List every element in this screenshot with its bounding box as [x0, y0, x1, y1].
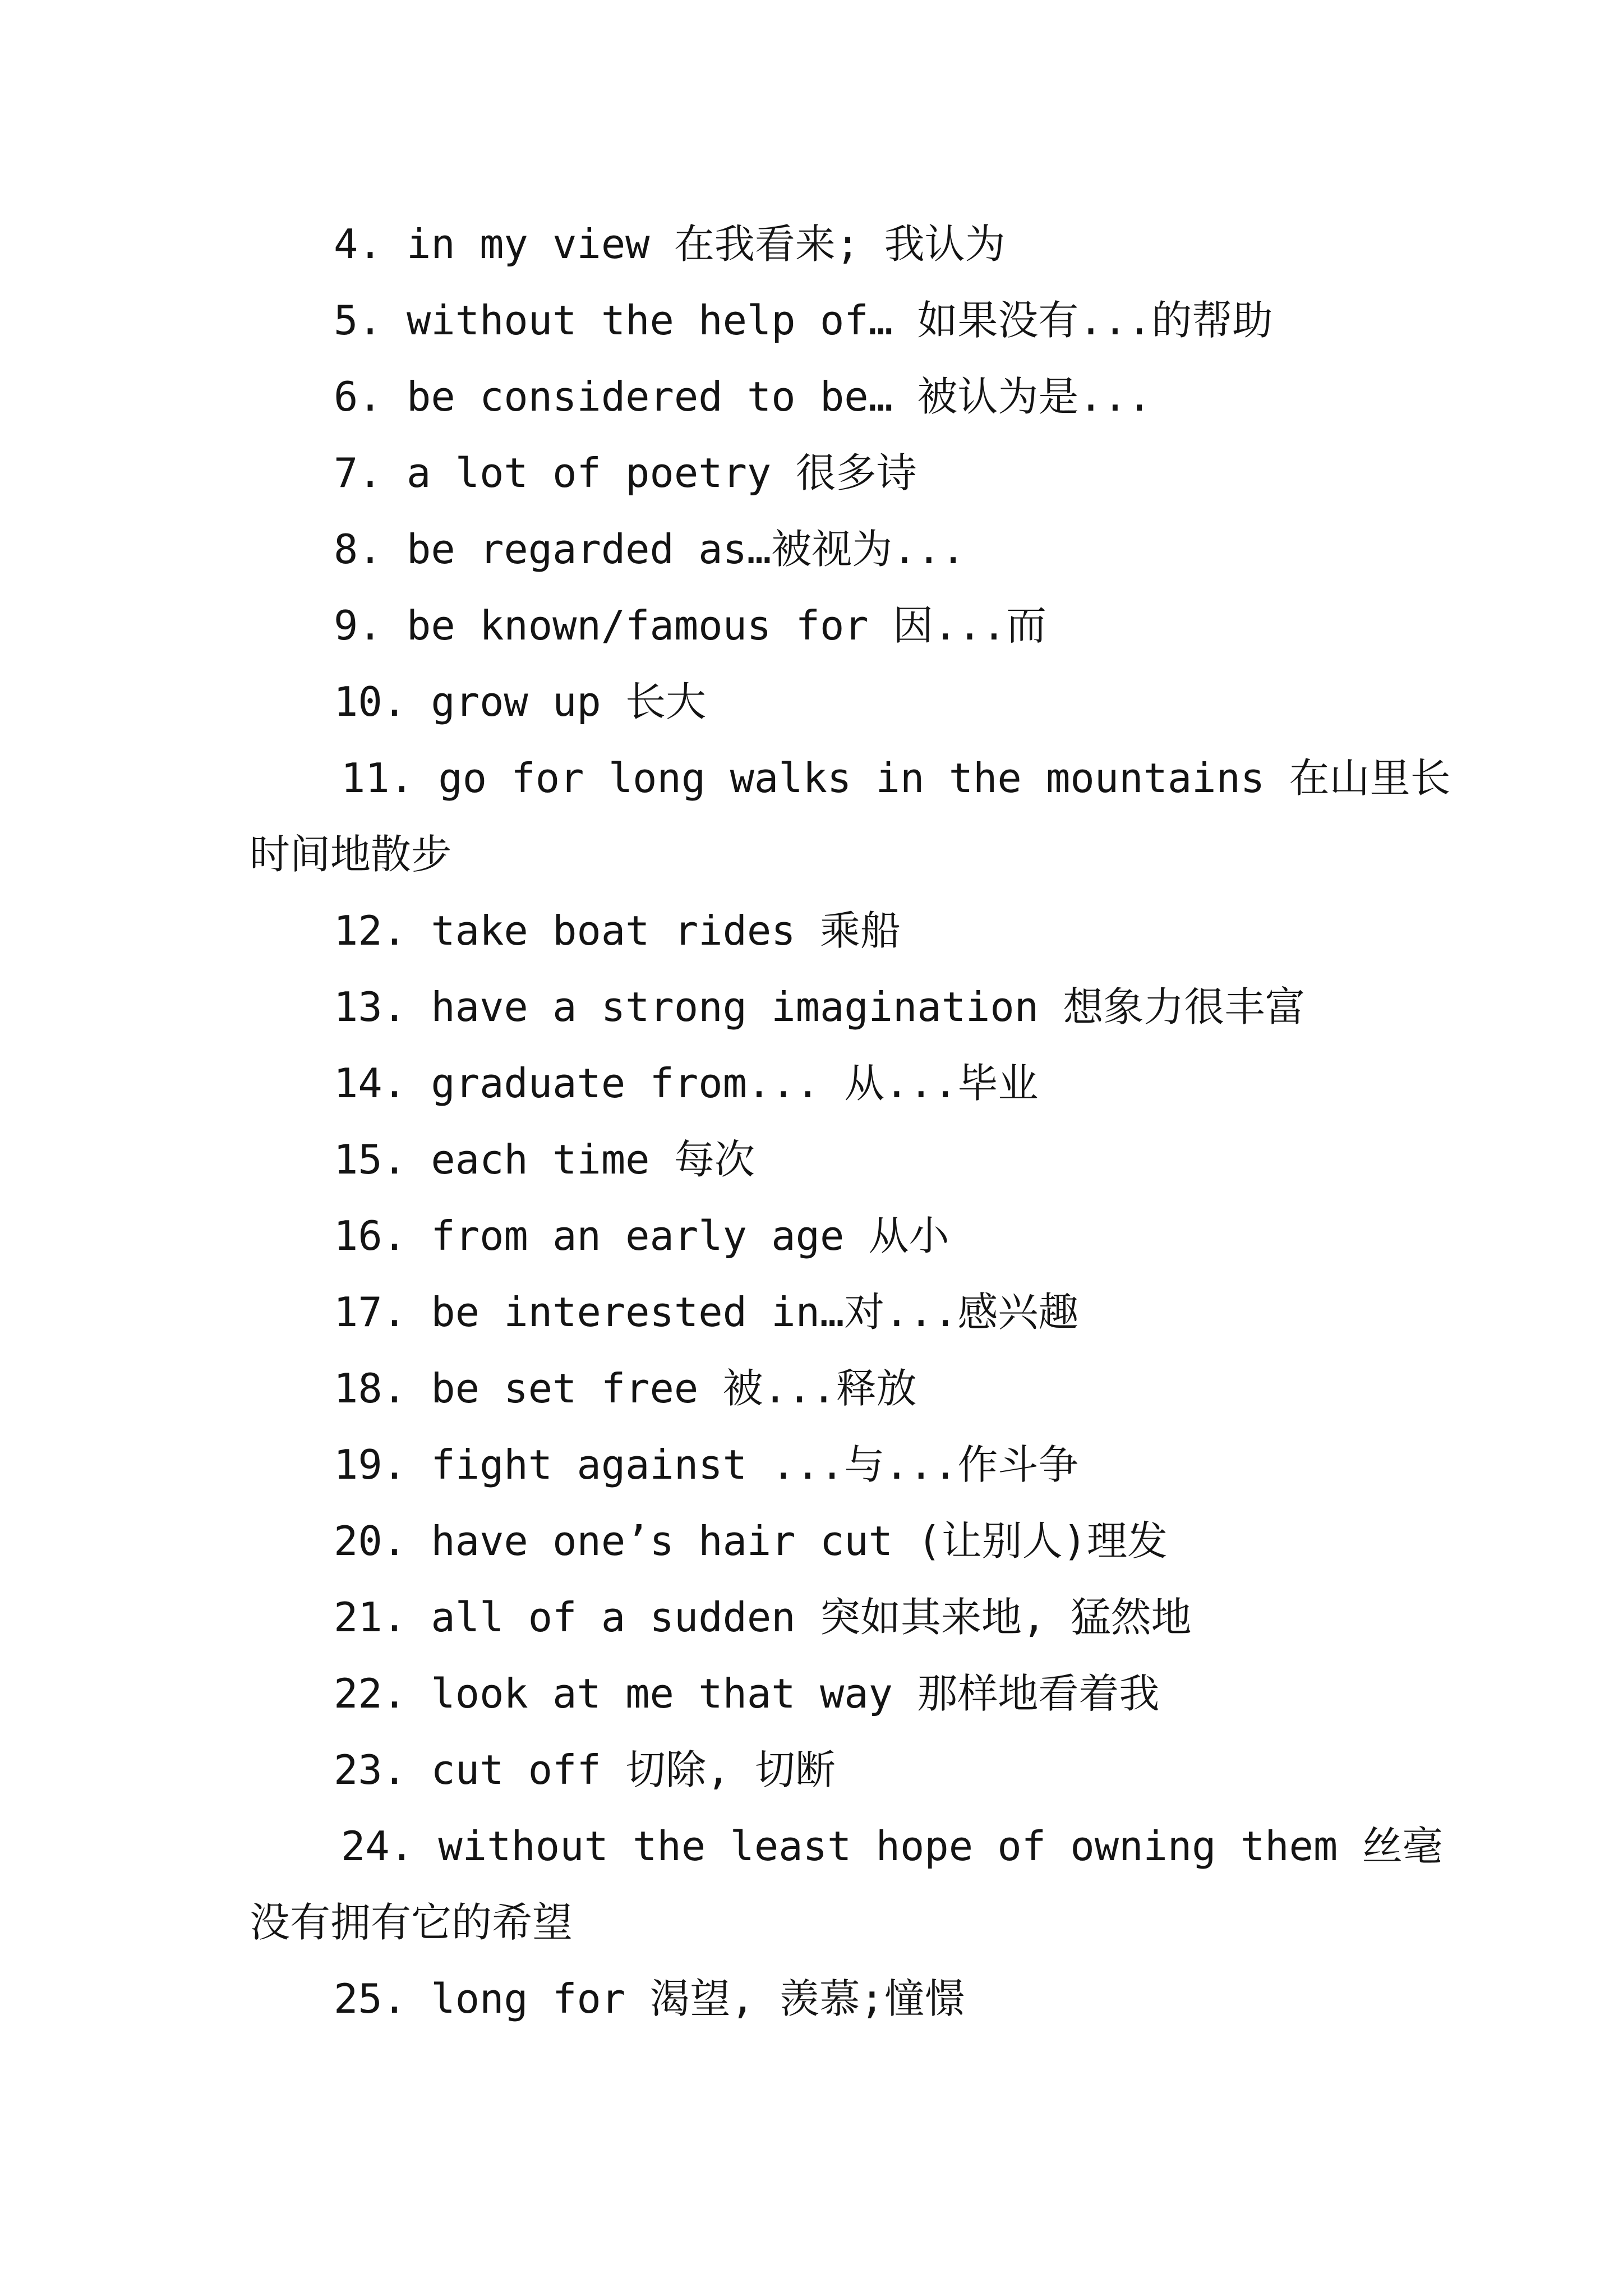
phrase-text: 25. long for 渴望, 羡慕;憧憬 — [334, 1975, 965, 2022]
phrase-line — [0, 208, 1623, 280]
phrase-line — [0, 1276, 1623, 1349]
phrase-line-continuation — [0, 818, 1623, 891]
phrase-text: 16. from an early age 从小 — [334, 1212, 949, 1259]
phrase-line — [0, 894, 1623, 967]
phrase-line — [0, 1962, 1623, 2035]
phrase-line — [0, 1352, 1623, 1425]
phrase-text: 15. each time 每次 — [334, 1136, 755, 1183]
phrase-text: 14. graduate from... 从...毕业 — [334, 1060, 1039, 1107]
phrase-text: 19. fight against ...与...作斗争 — [334, 1441, 1079, 1488]
phrase-text: 7. a lot of poetry 很多诗 — [334, 449, 917, 496]
phrase-line — [0, 589, 1623, 662]
phrase-line — [0, 1504, 1623, 1577]
phrase-text: 11. go for long walks in the mountains 在山里长 — [341, 754, 1451, 802]
phrase-line — [0, 1581, 1623, 1654]
phrase-text: 时间地散步 — [250, 831, 452, 878]
phrase-text: 8. be regarded as…被视为... — [334, 526, 966, 573]
phrase-line — [0, 970, 1623, 1043]
phrase-text: 4. in my view 在我看来; 我认为 — [334, 220, 1006, 268]
phrase-text: 22. look at me that way 那样地看着我 — [334, 1670, 1160, 1717]
phrase-line — [0, 513, 1623, 586]
phrase-line — [0, 742, 1623, 815]
phrase-line — [0, 436, 1623, 509]
phrase-text: 20. have one’s hair cut (让别人)理发 — [334, 1517, 1168, 1565]
phrase-line — [0, 1657, 1623, 1730]
phrase-line — [0, 665, 1623, 738]
phrase-text: 18. be set free 被...释放 — [334, 1365, 917, 1412]
phrase-line — [0, 1199, 1623, 1272]
phrase-text: 13. have a strong imagination 想象力很丰富 — [334, 983, 1306, 1030]
phrase-text: 没有拥有它的希望 — [250, 1899, 573, 1946]
phrase-line — [0, 1733, 1623, 1806]
phrase-text: 23. cut off 切除, 切断 — [334, 1746, 836, 1793]
phrase-line — [0, 284, 1623, 357]
phrase-text: 24. without the least hope of owning them 丝毫 — [341, 1823, 1443, 1870]
phrase-text: 6. be considered to be… 被认为是... — [334, 373, 1152, 420]
phrase-text: 9. be known/famous for 因...而 — [334, 602, 1047, 649]
phrase-line — [0, 1123, 1623, 1196]
phrase-text: 10. grow up 长大 — [334, 678, 707, 725]
phrase-line — [0, 360, 1623, 433]
phrase-text: 12. take boat rides 乘船 — [334, 907, 901, 954]
phrase-text: 5. without the help of… 如果没有...的帮助 — [334, 297, 1273, 344]
phrase-text: 17. be interested in…对...感兴趣 — [334, 1289, 1079, 1336]
phrase-line — [0, 1428, 1623, 1501]
phrase-text: 21. all of a sudden 突如其来地, 猛然地 — [334, 1594, 1192, 1641]
phrase-line — [0, 1810, 1623, 1883]
phrase-line-continuation — [0, 1886, 1623, 1959]
phrase-line — [0, 1047, 1623, 1120]
